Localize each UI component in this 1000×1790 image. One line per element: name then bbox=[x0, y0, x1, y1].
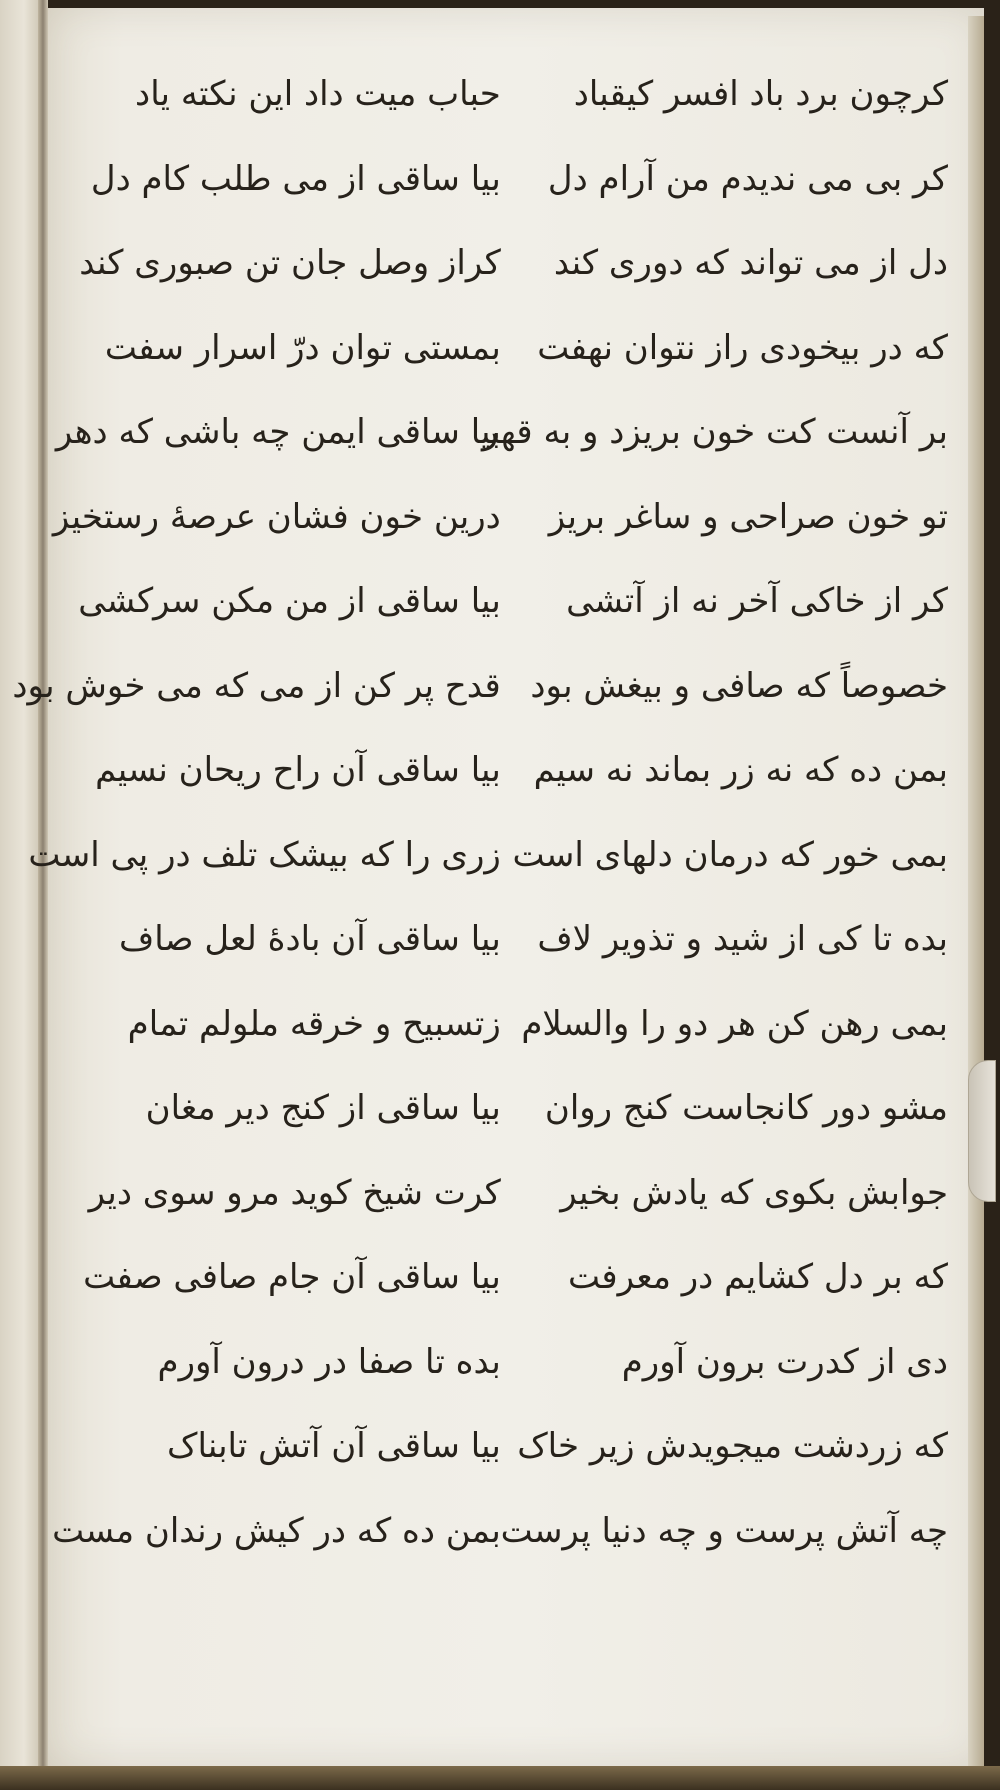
first-hemistich: بیا ساقی آن آتش تابناک bbox=[167, 1426, 501, 1467]
verse-line bbox=[28, 813, 948, 898]
verse-line bbox=[88, 728, 948, 813]
second-hemistich: دی از کدرت برون آورم bbox=[621, 1341, 948, 1382]
verse-line bbox=[88, 52, 948, 137]
second-hemistich: که بر دل کشایم در معرفت bbox=[567, 1257, 948, 1298]
second-hemistich: تو خون صراحی و ساغر بریز bbox=[548, 496, 948, 537]
verse-line bbox=[88, 306, 948, 391]
second-hemistich: بمی خور که درمان دلهای است bbox=[512, 834, 948, 875]
first-hemistich: کراز وصل جان تن صبوری کند bbox=[79, 243, 501, 284]
second-hemistich: بده تا کی از شید و تذویر لاف bbox=[537, 919, 948, 960]
verse-line bbox=[55, 390, 948, 475]
first-hemistich: بیا ساقی از می طلب کام دل bbox=[90, 158, 501, 199]
second-hemistich: کر بی می ندیدم من آرام دل bbox=[547, 158, 948, 199]
book-bottom-edge bbox=[0, 1766, 1000, 1790]
second-hemistich: که در بیخودی راز نتوان نهفت bbox=[537, 327, 948, 368]
second-hemistich: بر آنست کت خون بریزد و به قهر bbox=[481, 412, 948, 453]
second-hemistich: کر از خاکی آخر نه از آتشی bbox=[566, 581, 948, 622]
verse-line bbox=[78, 559, 948, 644]
first-hemistich: بمن ده که در کیش رندان مست bbox=[52, 1510, 501, 1551]
second-hemistich: جوابش بکوی که یادش بخیر bbox=[560, 1172, 948, 1213]
first-hemistich: بیا ساقی آن راح ریحان نسیم bbox=[95, 750, 501, 791]
verse-line bbox=[88, 137, 948, 222]
second-hemistich: کرچون برد باد افسر کیقباد bbox=[573, 74, 948, 115]
verse-line bbox=[88, 982, 948, 1067]
first-hemistich: درین خون فشان عرصهٔ رستخیز bbox=[52, 496, 501, 537]
first-hemistich: بمستی توان درّ اسرار سفت bbox=[104, 327, 501, 368]
verse-line bbox=[88, 1151, 948, 1236]
second-hemistich: دل از می تواند که دوری کند bbox=[553, 243, 948, 284]
verse-line bbox=[79, 221, 948, 306]
verse-line bbox=[52, 1489, 948, 1574]
first-hemistich: زری را که بیشک تلف در پی است bbox=[28, 834, 501, 875]
page-tab bbox=[968, 1060, 996, 1202]
book-spine bbox=[0, 0, 40, 1790]
first-hemistich: بیا ساقی آن جام صافی صفت bbox=[83, 1257, 501, 1298]
verse-line bbox=[52, 475, 948, 560]
second-hemistich: مشو دور کانجاست کنج روان bbox=[544, 1088, 948, 1129]
verse-list bbox=[12, 52, 948, 1573]
first-hemistich: حباب میت داد این نکته یاد bbox=[135, 74, 501, 115]
first-hemistich: کرت شیخ کوید مرو سوی دیر bbox=[88, 1172, 501, 1213]
verse-line bbox=[83, 1235, 948, 1320]
binding-edge bbox=[38, 0, 48, 1790]
first-hemistich: بده تا صفا در درون آورم bbox=[157, 1341, 501, 1382]
second-hemistich: که زردشت میجویدش زیر خاک bbox=[517, 1426, 948, 1467]
verse-line bbox=[88, 897, 948, 982]
page-edge bbox=[968, 16, 984, 1774]
verse-line bbox=[88, 1066, 948, 1151]
verse-line bbox=[88, 1320, 948, 1405]
second-hemistich: خصوصاً که صافی و بیغش بود bbox=[530, 665, 948, 706]
first-hemistich: بیا ساقی از کنج دیر مغان bbox=[145, 1088, 501, 1129]
first-hemistich: بیا ساقی ایمن چه باشی که دهر bbox=[55, 412, 501, 453]
second-hemistich: بمی رهن کن هر دو را والسلام bbox=[521, 1003, 948, 1044]
verse-line bbox=[88, 1404, 948, 1489]
verse-line bbox=[12, 644, 948, 729]
second-hemistich: بمن ده که نه زر بماند نه سیم bbox=[533, 750, 948, 791]
first-hemistich: بیا ساقی آن بادهٔ لعل صاف bbox=[119, 919, 501, 960]
first-hemistich: قدح پر کن از می که می خوش بود bbox=[12, 665, 501, 706]
first-hemistich: بیا ساقی از من مکن سرکشی bbox=[78, 581, 501, 622]
first-hemistich: زتسبیح و خرقه ملولم تمام bbox=[127, 1003, 501, 1044]
second-hemistich: چه آتش پرست و چه دنیا پرست bbox=[500, 1510, 948, 1551]
